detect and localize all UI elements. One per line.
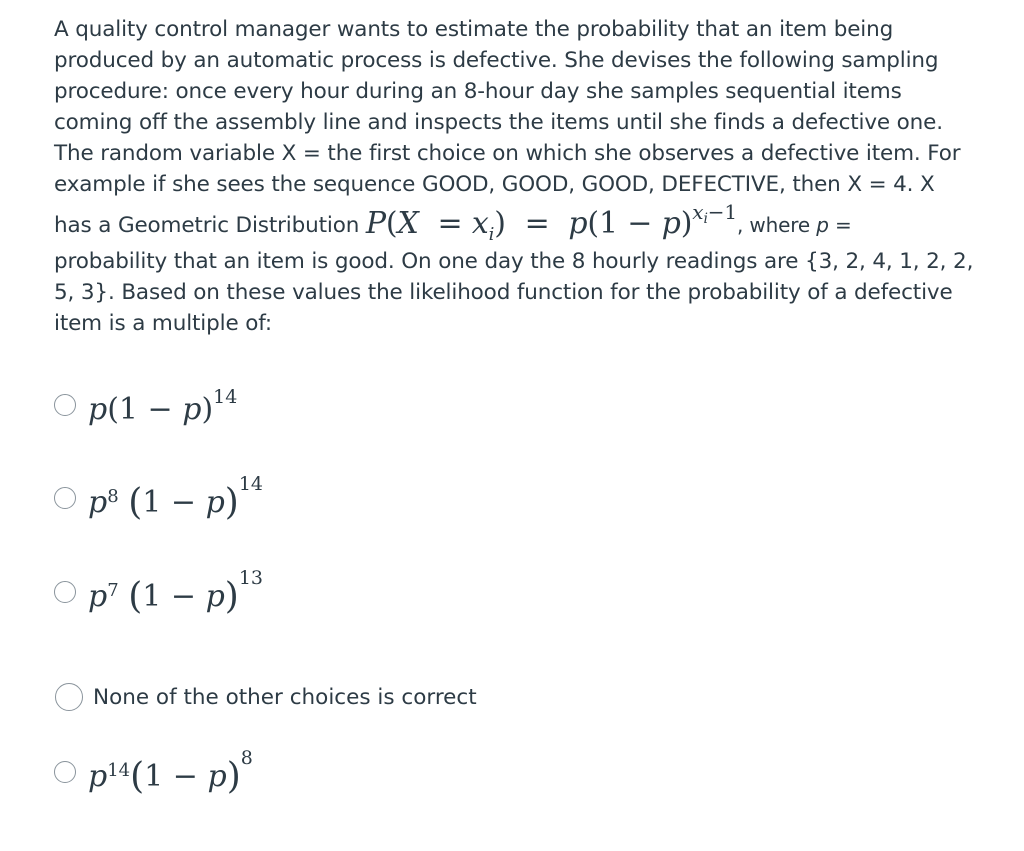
radio-button[interactable] [55, 683, 83, 711]
formula-suffix: , where [736, 213, 817, 237]
option-exponent: 14 [213, 386, 238, 408]
formula-prefix: has a Geometric Distribution [54, 213, 366, 238]
radio-button[interactable] [54, 394, 76, 416]
option-base-exponent: 7 [107, 580, 119, 601]
geometric-formula: $P(X = x_i) = p(1 - p)^{x_i-1}$ [365, 200, 737, 245]
question-line: A quality control manager wants to estimate the probability that an item being [54, 17, 894, 42]
question-line: probability that an item is good. On one day the 8 hourly readings are {3, 2, 4, 1, 2, 2, [54, 249, 974, 274]
question-line: item is a multiple of: [54, 311, 272, 336]
option-formula: $p^7$ $(1 - p)^{13}$ [88, 567, 264, 617]
option-label: None of the other choices is correct [93, 684, 477, 710]
option-formula: $p^{14}(1 - p)^8$ [88, 747, 253, 797]
radio-button[interactable] [54, 487, 76, 509]
answer-option-3[interactable] [54, 567, 264, 617]
option-formula: $p^8$ $(1 - p)^{14}$ [88, 473, 264, 523]
question-line: 5, 3}. Based on these values the likelihood function for the probability of a defective [54, 280, 953, 305]
option-base-exponent: 14 [107, 760, 131, 781]
question-text [54, 14, 1004, 339]
radio-button[interactable] [54, 761, 76, 783]
question-line: procedure: once every hour during an 8-hour day she samples sequential items [54, 79, 902, 104]
option-exponent: 8 [240, 747, 253, 769]
formula-suffix-var: p [816, 213, 829, 237]
formula-line [54, 200, 1004, 246]
option-formula: $p(1 - p)^{14}$ [88, 386, 238, 427]
question-line: example if she sees the sequence GOOD, GOOD, GOOD, DEFECTIVE, then X = 4. X [54, 172, 935, 197]
question-line: coming off the assembly line and inspects the items until she finds a defective one. [54, 110, 943, 135]
answer-option-2[interactable] [54, 473, 264, 523]
answer-option-5[interactable] [54, 747, 253, 797]
question-line: produced by an automatic process is defective. She devises the following sampling [54, 48, 939, 73]
option-exponent: 13 [238, 567, 264, 589]
answer-option-4[interactable] [54, 683, 477, 711]
question-line: The random variable X = the first choice on which she observes a defective item. For [54, 141, 961, 166]
option-exponent: 14 [238, 473, 264, 495]
formula-suffix-eq: = [828, 213, 852, 237]
answer-option-1[interactable] [54, 386, 238, 427]
option-base-exponent: 8 [107, 486, 119, 507]
radio-button[interactable] [54, 581, 76, 603]
